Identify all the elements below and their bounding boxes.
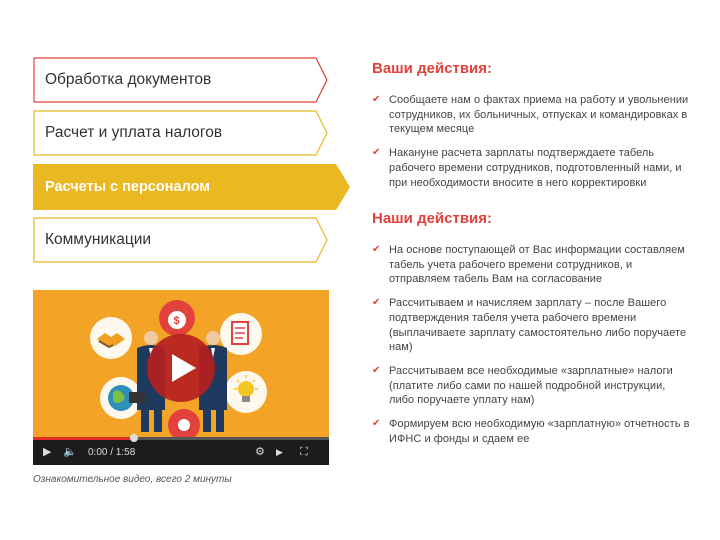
check-icon: ✔ — [372, 297, 381, 309]
video-player[interactable] — [33, 290, 329, 465]
video-caption: Ознакомительное видео, всего 2 минуты — [33, 474, 232, 485]
check-icon: ✔ — [372, 244, 381, 255]
our-actions-list — [372, 243, 692, 455]
list-item: ✔ Формируем всю необходимую «зарплатную» отчетность в ИФНС и фонды и сдаем ее — [372, 418, 690, 445]
tab-taxes[interactable] — [33, 110, 328, 156]
list-item: ✔ Рассчитываем все необходимые «зарплатные» налоги (платите либо сами по нашей подробной инструкции, либо поручаете уплату нам) — [372, 364, 673, 407]
gears-icon — [168, 409, 200, 440]
time-display: 0:00 / 1:58 — [88, 447, 136, 458]
tab-label: Расчет и уплата налогов — [45, 124, 223, 141]
volume-icon[interactable]: 🔈 — [63, 446, 77, 458]
lightbulb-icon — [225, 371, 267, 413]
list-item: ✔ На основе поступающей от Вас информации составляем табель учета рабочего времени сотрудников, и отправляем табель Вам на согласование — [372, 244, 685, 286]
list-item: ✔ Накануне расчета зарплаты подтверждаете табель рабочего времени сотрудников, подготовленный нами, и при необходимости вносите в него корректировки — [372, 147, 682, 189]
our-actions-heading: Наши действия: — [372, 210, 493, 227]
video-illustration — [33, 290, 329, 440]
video-controls — [33, 440, 329, 465]
handshake-icon — [90, 317, 132, 359]
money-bag-icon — [159, 300, 195, 336]
settings-icon[interactable]: ⚙ — [255, 446, 265, 458]
check-icon: ✔ — [372, 147, 381, 159]
tab-label: Обработка документов — [45, 71, 212, 88]
check-icon: ✔ — [372, 94, 381, 105]
play-icon — [147, 334, 215, 402]
your-actions-heading: Ваши действия: — [372, 60, 493, 77]
tab-communications[interactable] — [33, 217, 328, 263]
your-actions-list — [372, 93, 692, 199]
play-icon[interactable]: ▶ — [43, 446, 52, 458]
list-item: ✔ Рассчитываем и начисляем зарплату – после Вашего подтверждения табеля учета рабочего времени (выплачиваете зарплату самостоятельно либо поручаете нам) — [372, 297, 687, 354]
youtube-icon[interactable]: ▶ — [276, 447, 283, 457]
check-icon: ✔ — [372, 418, 381, 430]
progress-bar[interactable] — [33, 437, 329, 440]
tab-label: Расчеты с персоналом — [45, 179, 210, 195]
svg-text:$: $ — [173, 315, 180, 327]
check-icon: ✔ — [372, 364, 381, 376]
tab-label: Коммуникации — [45, 231, 152, 248]
fullscreen-icon[interactable]: ⛶ — [300, 446, 308, 458]
tab-personnel[interactable] — [33, 164, 328, 210]
tab-document-processing[interactable] — [33, 57, 328, 103]
list-item: ✔ Сообщаете нам о фактах приема на работу и увольнении сотрудников, их больничных, отпусках и командировках в текущем месяце — [372, 94, 689, 136]
